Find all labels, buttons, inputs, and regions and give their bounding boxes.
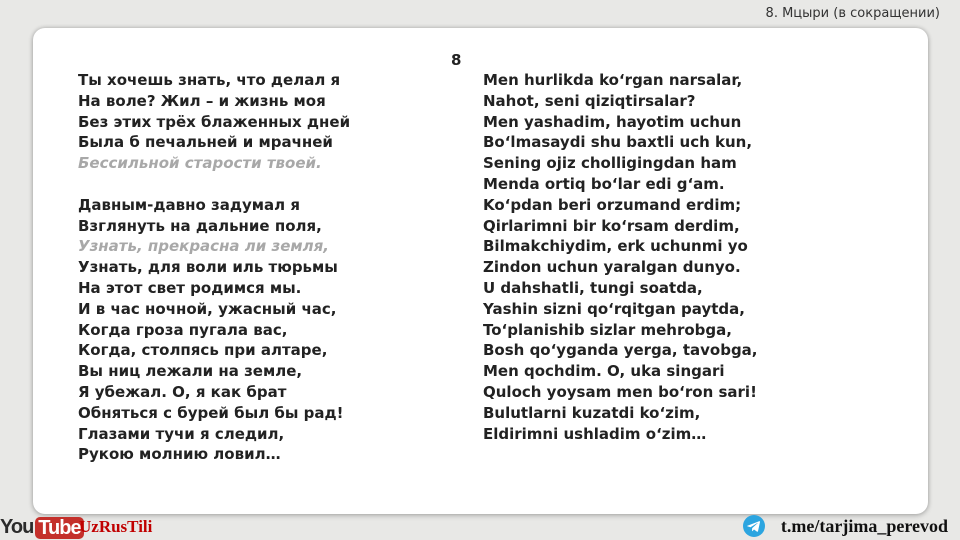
russian-line: Обняться с бурей был бы рад! xyxy=(78,403,344,422)
russian-line: Давным-давно задумал я xyxy=(78,195,300,214)
uzbek-line: To‘planishib sizlar mehrobga, xyxy=(483,320,732,339)
russian-line: Глазами тучи я следил, xyxy=(78,424,285,443)
uzbek-line: Men yashadim, hayotim uchun xyxy=(483,112,742,131)
uzbek-line: Sening ojiz cholligingdan ham xyxy=(483,154,737,173)
russian-line: Рукою молнию ловил… xyxy=(78,445,281,464)
russian-line: Узнать, для воли иль тюрьмы xyxy=(78,258,338,277)
uzbek-line: Quloch yoysam men bo‘ron sari! xyxy=(483,382,757,401)
russian-line: Была б печальней и мрачней xyxy=(78,133,333,152)
telegram-link[interactable]: t.me/tarjima_perevod xyxy=(780,515,948,536)
uzbek-line: Nahot, seni qiziqtirsalar? xyxy=(483,91,696,110)
stanza-gap xyxy=(78,174,350,195)
uzbek-line: Yashin sizni qo‘rqitgan paytda, xyxy=(483,299,745,318)
uzbek-line: Bulutlarni kuzatdi ko‘zim, xyxy=(483,403,701,422)
stanza-number: 8 xyxy=(451,51,462,69)
russian-line: На этот свет родимся мы. xyxy=(78,278,302,297)
russian-line: Когда гроза пугала вас, xyxy=(78,320,288,339)
uzbek-line: Eldirimni ushladim o‘zim… xyxy=(483,424,707,443)
russian-line: Узнать, прекрасна ли земля, xyxy=(78,237,329,256)
channel-name[interactable]: UzRusTili xyxy=(79,517,153,536)
uzbek-line: Bilmakchiydim, erk uchunmi yo xyxy=(483,237,748,256)
uzbek-line: Ko‘pdan beri orzumand erdim; xyxy=(483,195,742,214)
uzbek-line: Men hurlikda ko‘rgan narsalar, xyxy=(483,71,743,89)
uzbek-line: Bosh qo‘yganda yerga, tavobga, xyxy=(483,341,758,360)
russian-line: Я убежал. О, я как брат xyxy=(78,382,287,401)
uzbek-line: Menda ortiq bo‘lar edi g‘am. xyxy=(483,174,725,193)
youtube-logo[interactable] xyxy=(0,516,84,540)
telegram-icon[interactable] xyxy=(743,515,765,537)
uzbek-line: Qirlarimni bir ko‘rsam derdim, xyxy=(483,216,740,235)
russian-line: Взглянуть на дальние поля, xyxy=(78,216,322,235)
uzbek-line: U dahshatli, tungi soatda, xyxy=(483,278,703,297)
youtube-logo-tube: Tube xyxy=(35,517,83,539)
russian-text-column xyxy=(78,70,350,465)
russian-line: Вы ниц лежали на земле, xyxy=(78,362,303,381)
page-header-title: 8. Мцыри (в сокращении) xyxy=(765,6,940,21)
uzbek-line: Bo‘lmasaydi shu baxtli uch kun, xyxy=(483,133,753,152)
footer-left xyxy=(0,515,84,540)
russian-line: Когда, столпясь при алтаре, xyxy=(78,341,328,360)
uzbek-line: Zindon uchun yaralgan dunyo. xyxy=(483,258,741,277)
uzbek-line: Men qochdim. O, uka singari xyxy=(483,362,725,381)
russian-line: Без этих трёх блаженных дней xyxy=(78,112,351,131)
russian-line: И в час ночной, ужасный час, xyxy=(78,299,337,318)
youtube-logo-you: You xyxy=(0,516,34,538)
uzbek-text-column xyxy=(483,70,758,444)
russian-line: На воле? Жил – и жизнь моя xyxy=(78,91,326,110)
russian-line: Ты хочешь знать, что делал я xyxy=(78,71,341,89)
russian-line: Бессильной старости твоей. xyxy=(78,154,322,173)
footer-right xyxy=(743,515,948,537)
